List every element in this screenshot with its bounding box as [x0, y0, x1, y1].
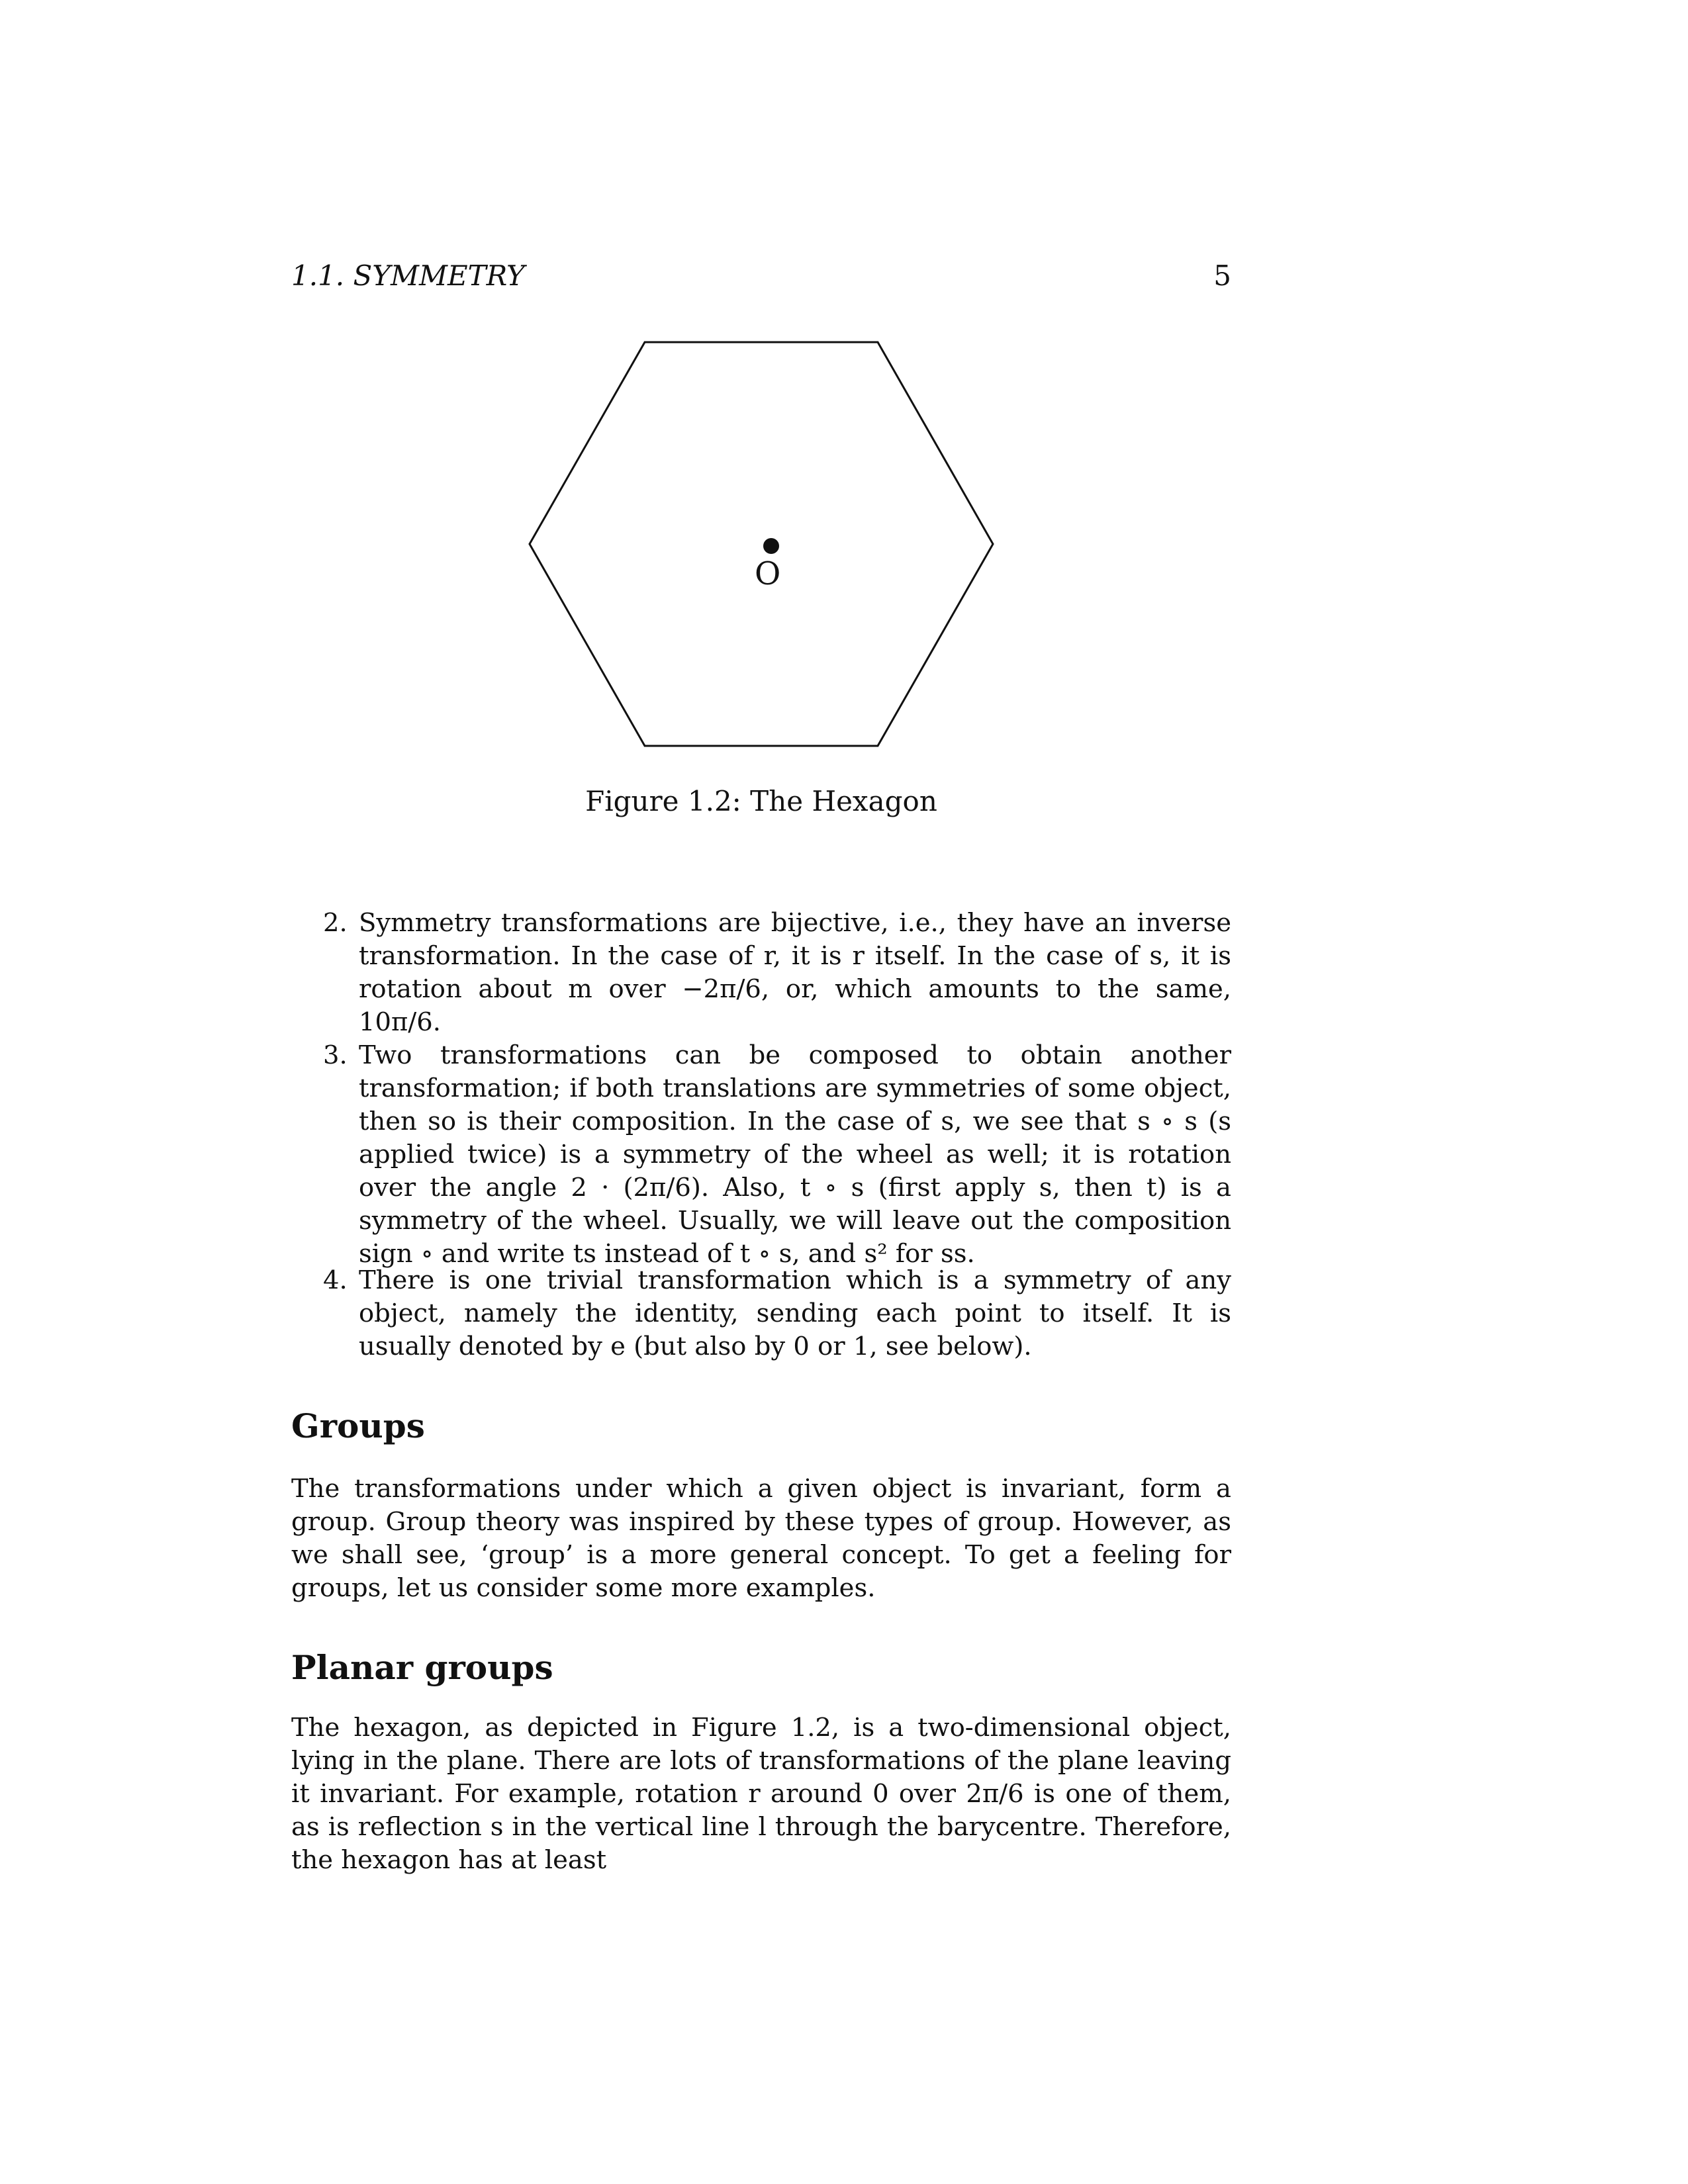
list-item-text: Symmetry transformations are bijective, i.e., they have an inverse transformation. In the case of r, it is r itself. In the case of s, it is rotation about m over −2π/6, or, which amounts to the same, 10π/6.	[359, 908, 1231, 1037]
paragraph-planar-groups: The hexagon, as depicted in Figure 1.2, is a two-dimensional object, lying in the plane. There are lots of transformations of the plane leaving it invariant. For example, rotation r around 0 over 2π/6 is one of them, as is reflection s in the vertical line l through the barycentre. Therefore, the hexagon has at least	[291, 1713, 1231, 1875]
figure-caption: Figure 1.2: The Hexagon	[585, 785, 937, 817]
paragraph-groups: The transformations under which a given object is invariant, form a group. Group theory was inspired by these types of group. However, as we shall see, ‘group’ is a more general concept. To get a feeling for groups, let us consider some more examples.	[291, 1474, 1231, 1603]
list-item-text: Two transformations can be composed to obtain another transformation; if both translations are symmetries of some object, then so is their composition. In the case of s, we see that s ∘ s (s applied twice) is a symmetry of the wheel as well; it is rotation over the angle 2 · (2π/6). Also, t ∘ s (first apply s, then t) is a symmetry of the wheel. Usually, we will leave out the composition sign ∘ and write ts instead of t ∘ s, and s² for ss.	[359, 1040, 1231, 1269]
list-item-number: 4.	[323, 1265, 348, 1295]
list-item-text: There is one trivial transformation which is a symmetry of any object, namely the identity, sending each point to itself. It is usually denoted by e (but also by 0 or 1, see below).	[359, 1265, 1231, 1361]
center-label: O	[755, 555, 781, 592]
section-heading-groups: Groups	[291, 1406, 425, 1445]
hexagon-diagram	[516, 331, 1006, 761]
list-item	[291, 1039, 1231, 1271]
list-item-number: 3.	[323, 1040, 348, 1070]
hexagon-shape	[530, 342, 993, 746]
list-item-number: 2.	[323, 908, 348, 938]
center-point	[763, 538, 779, 554]
list-item	[291, 1264, 1231, 1363]
list-item	[291, 907, 1231, 1039]
section-heading-planar-groups: Planar groups	[291, 1648, 553, 1687]
page-number: 5	[1213, 259, 1231, 292]
hexagon-figure	[516, 331, 1006, 761]
section-title: 1.1. SYMMETRY	[291, 259, 525, 292]
running-header	[291, 259, 1231, 299]
